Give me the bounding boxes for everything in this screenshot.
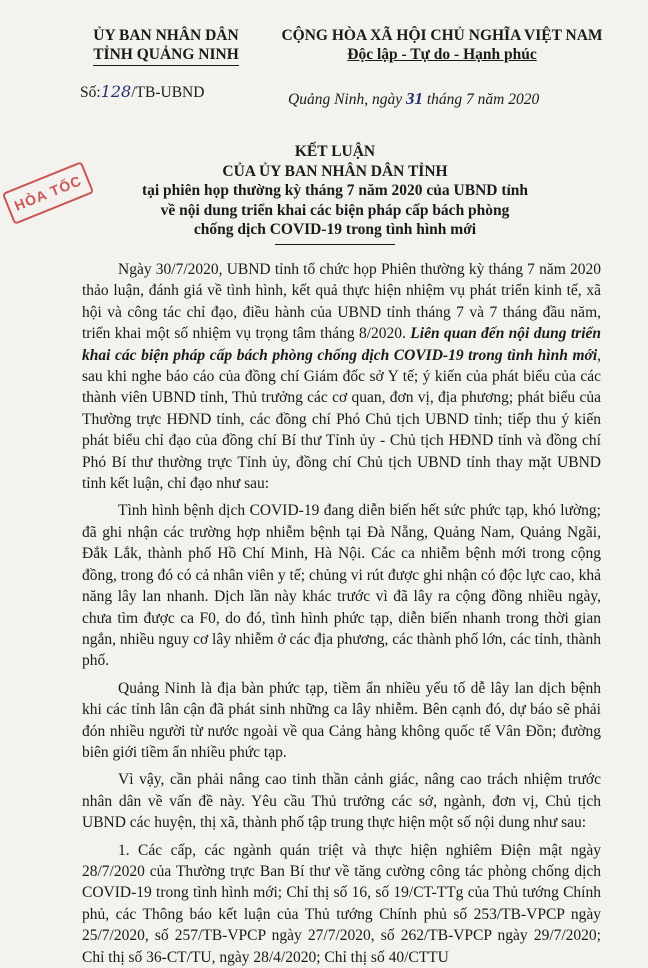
date-line: Quảng Ninh, ngày 31 tháng 7 năm 2020	[288, 89, 540, 108]
handwritten-number: 128	[100, 82, 132, 101]
paragraph-5: 1. Các cấp, các ngành quán triệt và thực hiện nghiêm Điện mật ngày 28/7/2020 của Thường trực Ban Bí thư về tăng cường công tác phòng chống dịch COVID-19 trong tình hình mới; Chỉ thị số 16, số 19/CT-TTg của Thủ tướng Chính phủ, các Thông báo kết luận của Thủ tướng Chính phủ số 253/TB-VPCP ngày 25/7/2020, số 257/TB-VPCP ngày 27/7/2020, số 262/TB-VPCP ngày 29/7/2020; Chỉ thị số 36-CT/TU, ngày 28/4/2020; Chỉ thị số 40/CTTU	[82, 841, 601, 966]
title-line-3: tại phiên họp thường kỳ tháng 7 năm 2020 của UBND tỉnh	[141, 182, 529, 199]
org-line-2: TỈNH QUẢNG NINH	[93, 45, 239, 66]
urgent-stamp: HỎA TỐC	[2, 161, 94, 225]
org-line-1: ỦY BAN NHÂN DÂN	[93, 27, 239, 44]
national-header	[252, 26, 632, 64]
document-body	[82, 259, 601, 968]
paragraph-3: Quảng Ninh là địa bàn phức tạp, tiềm ẩn nhiều yếu tố dễ lây lan dịch bệnh khi các tỉnh lân cận đã phát sinh những ca lây nhiễm. Bên cạnh đó, dự báo sẽ phải đón nhiều người từ nước ngoài về qua Cảng hàng không quốc tế Vân Đồn; đường biên giới tiềm ẩn nhiều phức tạp.	[82, 679, 601, 761]
handwritten-day: 31	[405, 89, 423, 108]
paragraph-4: Vì vậy, cần phải nâng cao tinh thần cảnh giác, nâng cao trách nhiệm trước nhân dân về vấn đề này. Yêu cầu Thủ trưởng các sở, ngành, đơn vị, Chủ tịch UBND các huyện, thị xã, thành phố tập trung thực hiện một số nội dung như sau:	[82, 771, 601, 832]
paragraph-2: Tình hình bệnh dịch COVID-19 đang diễn biến hết sức phức tạp, khó lường; đã ghi nhận các trường hợp nhiễm bệnh tại Đà Nẵng, Quảng Nam, Quảng Ngãi, Đắk Lắk, thành phố Hồ Chí Minh, Hà Nội. Các ca nhiễm bệnh mới trong cộng đồng, trong đó có cả nhân viên y tế; chủng vi rút được ghi nhận có độc lực cao, khả năng lây lan nhanh. Dịch lần này khác trước vì đã lây ra cộng đồng nhiều ngày, chưa tìm được ca F0, do đó, tình hình phức tạp, diễn biến nhanh trong thời gian ngắn, nhiều nguy cơ lây nhiễm ở các địa phương, các thành phố lớn, các tỉnh, thành phố.	[82, 502, 601, 670]
title-underline	[275, 244, 395, 246]
title-line-1: KẾT LUẬN	[294, 143, 376, 160]
issuing-authority	[66, 26, 266, 66]
title-line-5: chống dịch COVID-19 trong tình hình mới	[193, 221, 477, 238]
title-line-4: về nội dung triển khai các biện pháp cấp bách phòng	[160, 201, 510, 219]
nation-name: CỘNG HÒA XÃ HỘI CHỦ NGHĨA VIỆT NAM	[281, 27, 603, 44]
document-number: Số:128/TB-UBND	[80, 82, 205, 101]
paragraph-1: Ngày 30/7/2020, UBND tỉnh tổ chức họp Phiên thường kỳ tháng 7 năm 2020 thảo luận, đánh giá về tình hình, kết quả thực hiện nhiệm vụ phát triển kinh tế, xã hội và công tác chỉ đạo, điều hành của UBND tỉnh tháng 7 và 7 tháng đầu năm, triển khai một số nhiệm vụ trọng tâm tháng 8/2020. Liên quan đến nội dung triển khai các biện pháp cấp bách phòng chống dịch COVID-19 trong tình hình mới, sau khi nghe báo cáo của đồng chí Giám đốc sở Y tế; ý kiến của phát biểu của các thành viên UBND tỉnh, Thủ trưởng các cơ quan, đơn vị, địa phương; phát biểu của Thường trực HĐND tỉnh, các đồng chí Phó Chủ tịch UBND tỉnh; tiếp thu ý kiến phát biểu chỉ đạo của đồng chí Bí thư Tỉnh ủy - Chủ tịch HĐND tỉnh và đồng chí Phó Bí thư thường trực Tỉnh ủy, đồng chí Chủ tịch UBND tỉnh thay mặt UBND tỉnh kết luận, chỉ đạo như sau:	[82, 261, 601, 493]
national-motto: Độc lập - Tự do - Hạnh phúc	[347, 46, 537, 63]
title-line-2: CỦA ỦY BAN NHÂN DÂN TỈNH	[222, 162, 448, 180]
document-title	[100, 142, 570, 245]
